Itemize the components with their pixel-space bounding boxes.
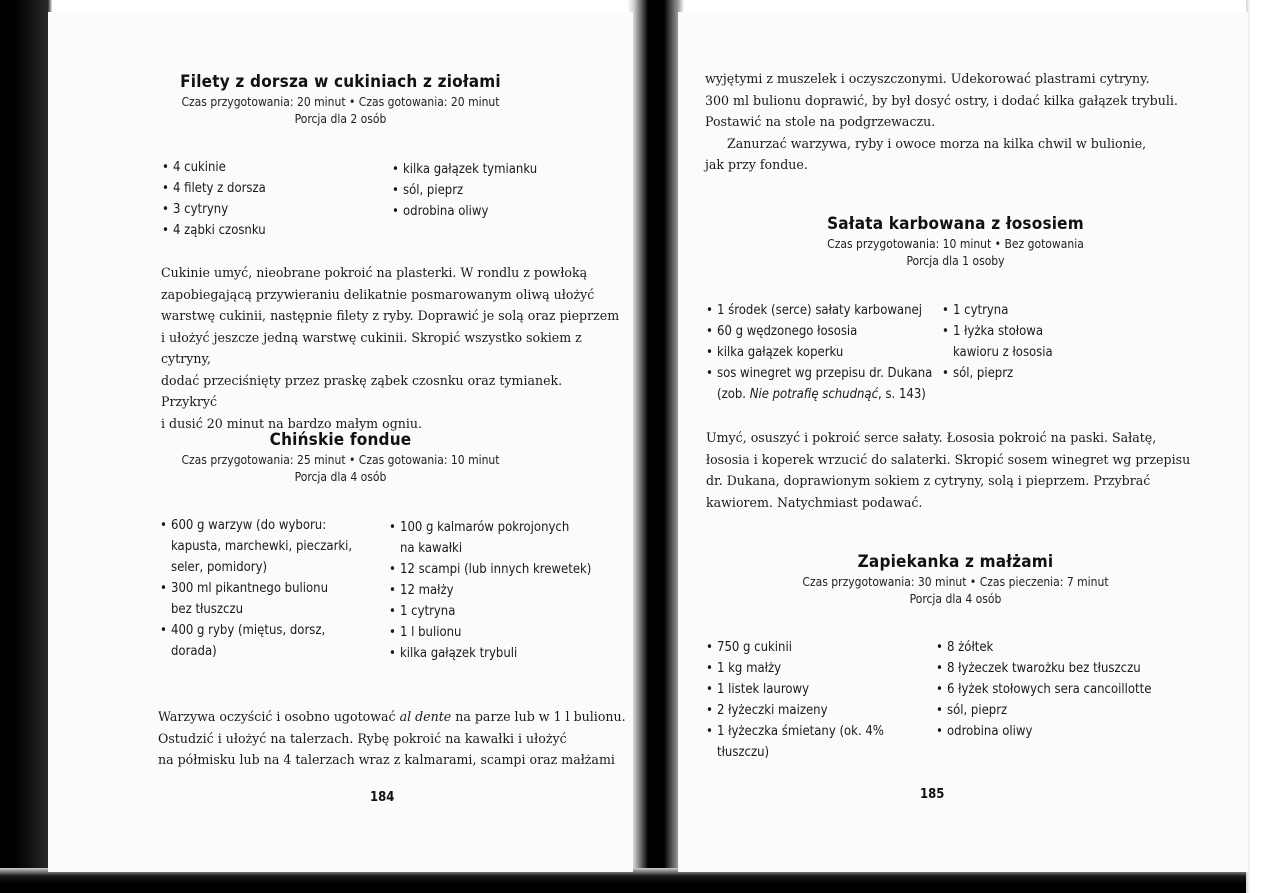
ingredient-item: • 2 łyżeczki maizeny [706, 700, 936, 721]
scan-edge-left [0, 0, 52, 893]
recipe-title: Zapiekanka z małżami [857, 552, 1054, 572]
ingredient-item: • 4 ząbki czosnku [162, 220, 382, 241]
recipe-servings: Porcja dla 1 osoby [906, 254, 1005, 268]
recipe-filety-z-dorsza [48, 72, 633, 126]
book-spine-shadow [628, 0, 684, 893]
recipe-time: Czas przygotowania: 20 minut • Czas gotowania: 20 minut [181, 95, 500, 109]
ingredient-item: • kilka gałązek tymianku [392, 159, 612, 180]
scan-edge-right [1246, 0, 1262, 893]
ingredient-item: • 400 g ryby (miętus, dorsz, [160, 620, 385, 641]
ingredient-item: • 8 łyżeczek twarożku bez tłuszczu [936, 658, 1186, 679]
recipe-time: Czas przygotowania: 10 minut • Bez gotowania [827, 237, 1084, 251]
ingredient-item: • 600 g warzyw (do wyboru: [160, 515, 385, 536]
ingredient-item: • 1 kg małży [706, 658, 936, 679]
ingredient-item: • 1 cytryna [942, 300, 1092, 321]
ingredient-item-continuation: (zob. Nie potrafię schudnąć, s. 143) [717, 387, 926, 402]
ingredient-item: • sól, pieprz [942, 363, 1092, 384]
ingredient-item: • kilka gałązek koperku [706, 342, 956, 363]
ingredient-item: • 60 g wędzonego łososia [706, 321, 956, 342]
ingredient-item: • 6 łyżek stołowych sera cancoillotte [936, 679, 1186, 700]
ingredient-item-continuation: kawioru z łososia [953, 345, 1053, 360]
recipe-time: Czas przygotowania: 25 minut • Czas gotowania: 10 minut [181, 453, 500, 467]
ingredients-list-right [942, 300, 1092, 384]
recipe-zapiekanka-z-malzami [678, 552, 1233, 606]
recipe-title: Chińskie fondue [269, 430, 412, 450]
ingredients-list-left [160, 515, 385, 662]
ingredient-item: • 3 cytryny [162, 199, 382, 220]
ingredient-item: • kilka gałązek trybuli [389, 643, 624, 664]
ingredient-item: • sól, pieprz [936, 700, 1186, 721]
ingredient-item: • 8 żółtek [936, 637, 1186, 658]
ingredient-item: • 4 cukinie [162, 157, 382, 178]
recipe-time: Czas przygotowania: 30 minut • Czas pieczenia: 7 minut [802, 575, 1109, 589]
ingredients-list-left [162, 157, 382, 241]
ingredient-item: • 1 środek (serce) sałaty karbowanej [706, 300, 956, 321]
ingredient-item: • 1 łyżka stołowa [942, 321, 1092, 342]
ingredient-item: • odrobina oliwy [936, 721, 1186, 742]
ingredient-item: • 12 małży [389, 580, 624, 601]
ingredient-item: • 12 scampi (lub innych krewetek) [389, 559, 624, 580]
ingredient-item: • sól, pieprz [392, 180, 612, 201]
ingredient-item-continuation: dorada) [171, 644, 217, 659]
ingredient-item: • 1 cytryna [389, 601, 624, 622]
recipe-servings: Porcja dla 4 osób [909, 592, 1002, 606]
page-number: 184 [370, 790, 395, 805]
ingredient-item-continuation: na kawałki [400, 541, 463, 556]
page-left [48, 12, 633, 872]
ingredients-list-left [706, 300, 956, 405]
recipe-instructions-continued: wyjętymi z muszelek i oczyszczonymi. Udekorować plastrami cytryny. 300 ml bulionu doprawić, by był dosyć ostry, i dodać kilka gałązek trybuli. Postawić na stole na podgrzewaczu. Zanurzać warzywa, ryby i owoce morza na kilka chwil w bulionie, jak przy fondue. [705, 71, 1178, 172]
recipe-servings: Porcja dla 4 osób [294, 470, 387, 484]
recipe-servings: Porcja dla 2 osób [294, 112, 387, 126]
ingredient-item: • 1 l bulionu [389, 622, 624, 643]
recipe-instructions: Umyć, osuszyć i pokroić serce sałaty. Łososia pokroić na paski. Sałatę, łososia i koperek wrzucić do salaterki. Skropić sosem winegret wg przepisu dr. Dukana, doprawionym sokiem z cytryny, solą i pieprzem. Przybrać kawiorem. Natychmiast podawać. [706, 430, 1191, 510]
ingredient-item: • 300 ml pikantnego bulionu [160, 578, 385, 599]
ingredients-list-right [936, 637, 1186, 742]
recipe-chinskie-fondue [48, 430, 633, 484]
ingredient-item-continuation: bez tłuszczu [171, 602, 244, 617]
page-right [678, 12, 1248, 872]
ingredients-list-right [392, 159, 612, 222]
ingredient-item: • 1 łyżeczka śmietany (ok. 4% tłuszczu) [706, 721, 936, 763]
ingredient-item: • 4 filety z dorsza [162, 178, 382, 199]
recipe-title: Sałata karbowana z łososiem [827, 214, 1084, 234]
ingredients-list-left [706, 637, 936, 763]
ingredient-item: • 1 listek laurowy [706, 679, 936, 700]
recipe-title: Filety z dorsza w cukiniach z ziołami [180, 72, 501, 92]
recipe-salata-karbowana [678, 214, 1233, 268]
ingredients-list-right [389, 517, 624, 664]
ingredient-item: • 100 g kalmarów pokrojonych [389, 517, 624, 538]
recipe-instructions: Warzywa oczyścić i osobno ugotować al dente na parze lub w 1 l bulionu. Ostudzić i ułożyć na talerzach. Rybę pokroić na kawałki i ułożyć na półmisku lub na 4 talerzach wraz z kalmarami, scampi oraz małżami [158, 709, 626, 767]
ingredient-item: • 750 g cukinii [706, 637, 936, 658]
ingredient-item-continuation: seler, pomidory) [171, 560, 268, 575]
ingredient-item: • odrobina oliwy [392, 201, 612, 222]
ingredient-item: • sos winegret wg przepisu dr. Dukana [706, 363, 956, 384]
page-number: 185 [920, 787, 945, 802]
recipe-instructions: Cukinie umyć, nieobrane pokroić na plasterki. W rondlu z powłoką zapobiegającą przywieraniu delikatnie posmarowanym oliwą ułożyć warstwę cukinii, następnie filety z ryby. Doprawić je solą oraz pieprzem i ułożyć jeszcze jedną warstwę cukinii. Skropić wszystko sokiem z cytryny, dodać przeciśnięty przez praskę ząbek czosnku oraz tymianek. Przykryć i dusić 20 minut na bardzo małym ogniu. [161, 265, 620, 431]
ingredient-item-continuation: kapusta, marchewki, pieczarki, [171, 539, 353, 554]
